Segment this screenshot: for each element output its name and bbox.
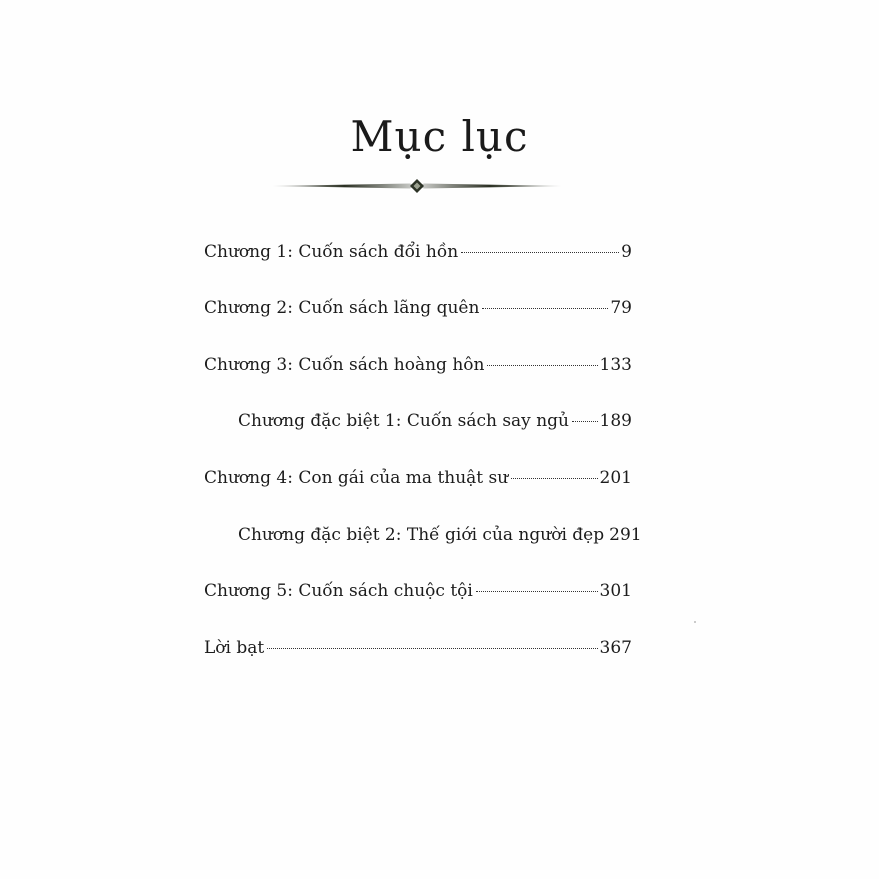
toc-entry-page: 201 <box>599 468 632 488</box>
toc-entry-chapter-2[interactable] <box>204 298 632 318</box>
toc-entry-label: Chương 5: Cuốn sách chuộc tội <box>204 581 473 601</box>
toc-entry-chapter-1[interactable] <box>204 242 632 262</box>
toc-entry-chapter-4[interactable] <box>204 468 632 488</box>
toc-entry-label: Chương đặc biệt 2: Thế giới của người đẹp <box>238 525 605 545</box>
dot-leader <box>267 647 597 649</box>
toc-entry-label: Chương 2: Cuốn sách lãng quên <box>204 298 480 318</box>
dot-leader <box>476 590 598 592</box>
dot-leader <box>482 307 608 309</box>
toc-entry-afterword[interactable] <box>204 638 632 658</box>
dot-leader <box>461 251 619 253</box>
toc-entry-special-1[interactable] <box>238 411 632 431</box>
toc-entry-label: Chương đặc biệt 1: Cuốn sách say ngủ <box>238 411 569 431</box>
toc-entry-special-2[interactable] <box>238 525 642 545</box>
toc-entry-label: Chương 3: Cuốn sách hoàng hôn <box>204 355 485 375</box>
toc-entry-chapter-3[interactable] <box>204 355 632 375</box>
toc-entry-label: Chương 4: Con gái của ma thuật sư <box>204 468 509 488</box>
dot-leader <box>572 420 598 422</box>
toc-entry-page: 133 <box>599 355 632 375</box>
toc-entry-label: Chương 1: Cuốn sách đổi hồn <box>204 242 459 262</box>
paper-speck <box>694 621 696 623</box>
toc-entry-page: 291 <box>609 525 642 545</box>
toc-entry-page: 9 <box>621 242 632 262</box>
page-title: Mục lục <box>350 112 529 161</box>
toc-entry-label: Lời bạt <box>204 638 265 658</box>
toc-entry-page: 189 <box>599 411 632 431</box>
toc-entry-chapter-5[interactable] <box>204 581 632 601</box>
toc-entry-page: 301 <box>599 581 632 601</box>
dot-leader <box>487 364 597 366</box>
toc-entry-page: 79 <box>610 298 632 318</box>
toc-entry-page: 367 <box>599 638 632 658</box>
dot-leader <box>511 477 597 479</box>
